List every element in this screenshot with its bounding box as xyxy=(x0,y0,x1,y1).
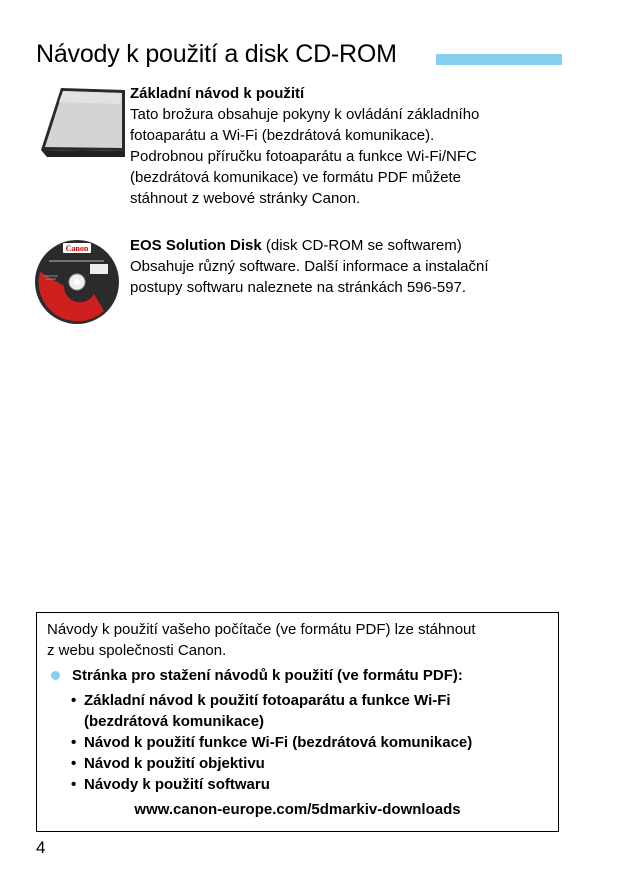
download-site-heading-text: Stránka pro stažení návodů k použití (ve formátu PDF): xyxy=(72,667,463,684)
title-accent-bar xyxy=(436,54,562,65)
list-item: • Návod k použití objektivu xyxy=(71,753,472,774)
disk-heading-suffix: (disk CD-ROM se softwarem) xyxy=(261,237,462,254)
download-site-heading xyxy=(51,667,463,684)
manual-list xyxy=(71,690,472,795)
booklet-heading: Základní návod k použití xyxy=(130,85,305,102)
download-intro xyxy=(47,619,476,661)
disk-line: postupy softwaru naleznete na stránkách 596-597. xyxy=(130,279,467,296)
list-item: • Návod k použití funkce Wi-Fi (bezdrátová komunikace) xyxy=(71,732,472,753)
manual-booklet-image xyxy=(34,86,126,162)
intro-line: Návody k použití vašeho počítače (ve formátu PDF) lze stáhnout xyxy=(47,621,476,638)
cd-rom-image xyxy=(34,238,120,324)
intro-line: z webu společnosti Canon. xyxy=(47,642,227,659)
bullet-dot-icon xyxy=(51,671,60,680)
cd-logo-text: Canon xyxy=(65,244,89,253)
disk-description xyxy=(130,235,489,298)
disk-heading: EOS Solution Disk xyxy=(130,237,262,254)
booklet-line: Tato brožura obsahuje pokyny k ovládání základního xyxy=(130,106,480,123)
disk-heading-line xyxy=(130,235,489,256)
page-number: 4 xyxy=(36,838,46,857)
booklet-line: (bezdrátová komunikace) ve formátu PDF můžete xyxy=(130,169,461,186)
booklet-description xyxy=(130,83,479,209)
booklet-line: stáhnout z webové stránky Canon. xyxy=(130,190,361,207)
page-title: Návody k použití a disk CD-ROM xyxy=(36,40,397,68)
booklet-line: fotoaparátu a Wi-Fi (bezdrátová komunikace). xyxy=(130,127,435,144)
list-item: • Základní návod k použití fotoaparátu a funkce Wi-Fi (bezdrátová komunikace) xyxy=(71,690,472,732)
download-info-box xyxy=(36,612,559,832)
list-item: • Návody k použití softwaru xyxy=(71,774,472,795)
booklet-line: Podrobnou příručku fotoaparátu a funkce Wi-Fi/NFC xyxy=(130,148,477,165)
disk-line: Obsahuje různý software. Další informace a instalační xyxy=(130,258,489,275)
download-url[interactable]: www.canon-europe.com/5dmarkiv-downloads xyxy=(134,801,461,818)
